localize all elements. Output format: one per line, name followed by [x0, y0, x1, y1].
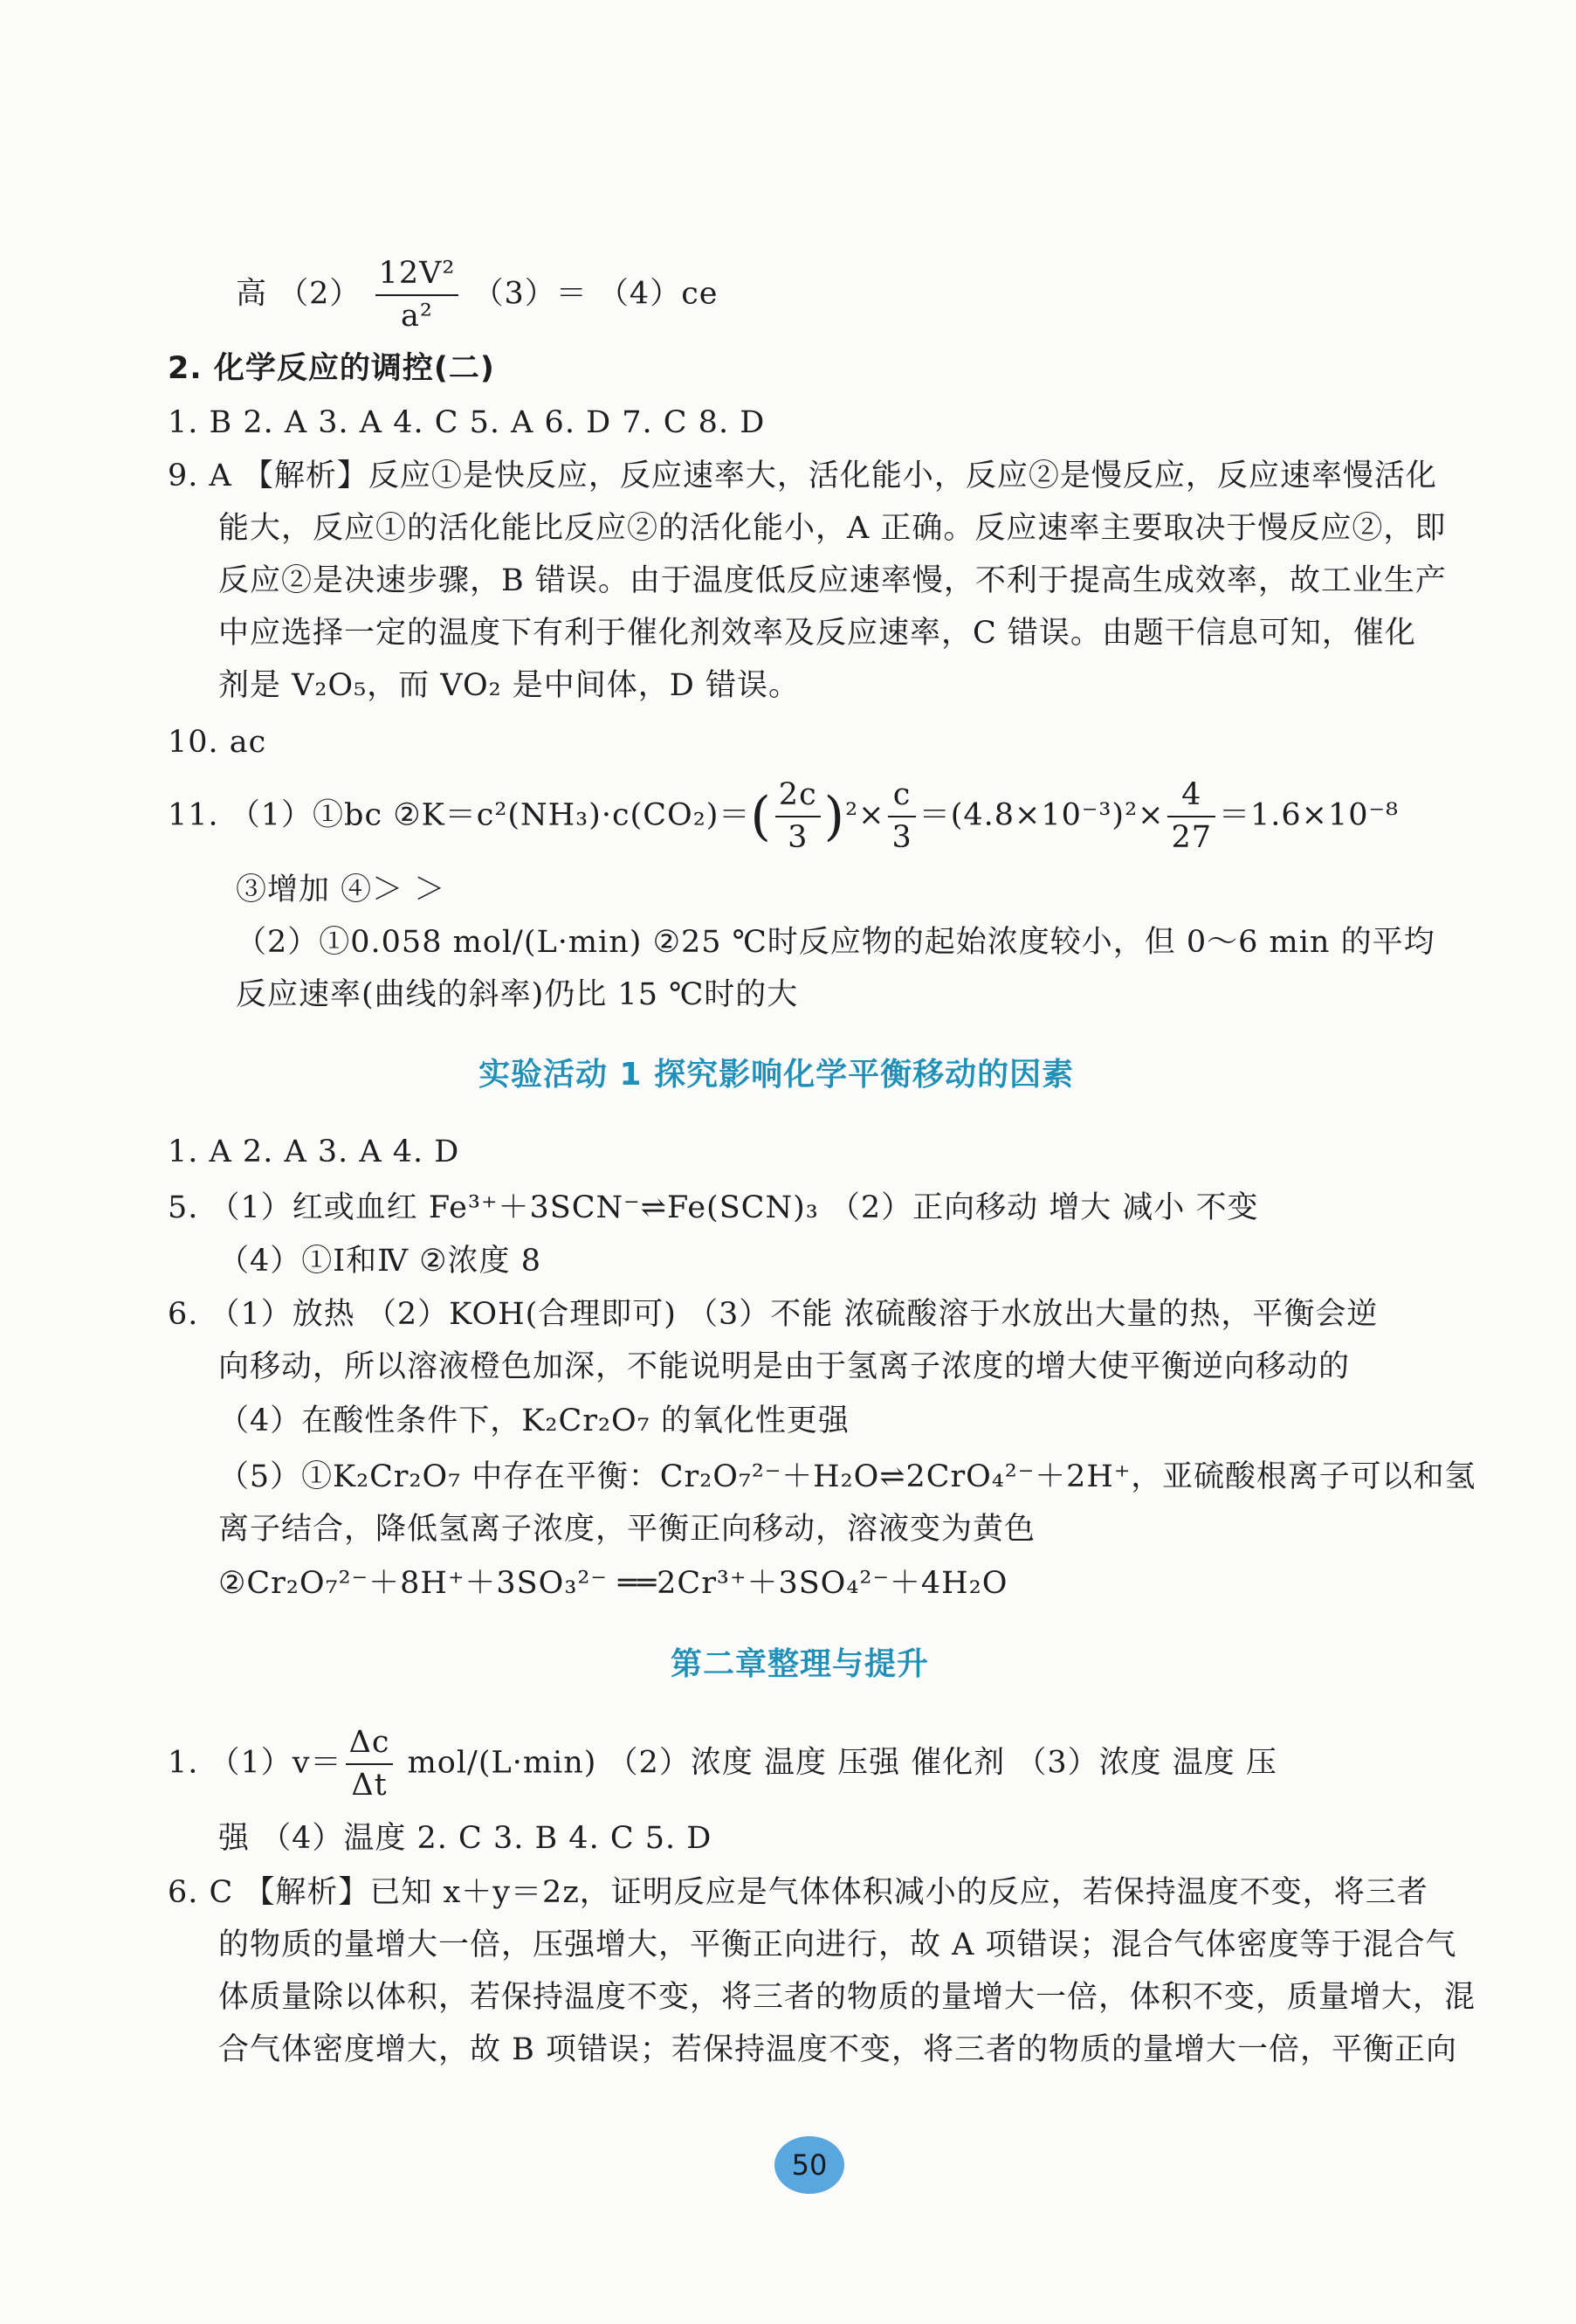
exp1-q6-line-1: 6. （1）放热 （2）KOH(合理即可) （3）不能 浓硫酸溶于水放出大量的热，平衡会逆	[168, 1297, 1379, 1332]
q11-frac-1-num: 2c	[775, 780, 821, 817]
q11-frac-2	[888, 777, 915, 855]
exp1-q5-line-1: 5. （1）红或血红 Fe³⁺＋3SCN⁻⇌Fe(SCN)₃ （2）正向移动 增大 减小 不变	[168, 1190, 1259, 1225]
q11-frac-1	[775, 777, 821, 855]
paren-open: (	[750, 786, 772, 847]
section2-answers-1-8: 1. B 2. A 3. A 4. C 5. A 6. D 7. C 8. D	[168, 405, 766, 440]
ch2-q6-line-3: 体质量除以体积，若保持温度不变，将三者的物质的量增大一倍，体积不变，质量增大，混	[218, 1980, 1476, 2015]
q11-frac-2-den: 3	[891, 820, 912, 855]
ch2-q6-line-4: 合气体密度增大，故 B 项错误；若保持温度不变，将三者的物质的量增大一倍，平衡正向	[218, 2032, 1457, 2067]
q11-part-a: 11. （1）①bc ②K＝c²(NH₃)·c(CO₂)＝	[168, 797, 751, 833]
top-frac-den: a²	[401, 299, 433, 334]
top-frac-num: 12V²	[375, 259, 459, 296]
q9-line-5: 剂是 V₂O₅，而 VO₂ 是中间体，D 错误。	[218, 668, 800, 703]
q11-line-3: （2）①0.058 mol/(L·min) ②25 ℃时反应物的起始浓度较小，但 0～6 min 的平均	[236, 925, 1435, 960]
ch2-q6-line-2: 的物质的量增大一倍，压强增大，平衡正向进行，故 A 项错误；混合气体密度等于混合气	[218, 1927, 1457, 1962]
ch2-q1-line-1	[168, 1727, 1277, 1801]
q11-line-2: ③增加 ④＞ ＞	[236, 872, 446, 907]
q10: 10. ac	[168, 725, 267, 760]
exp1-q6-line-4: （5）①K₂Cr₂O₇ 中存在平衡：Cr₂O₇²⁻＋H₂O⇌2CrO₄²⁻＋2H⁺，亚硫酸根离子可以和氢	[218, 1459, 1476, 1494]
ch2-q1-part-a: 1. （1）v＝	[168, 1745, 342, 1781]
q11-line-4: 反应速率(曲线的斜率)仍比 15 ℃时的大	[236, 977, 799, 1012]
ch2-q1-frac-num: Δc	[346, 1727, 394, 1765]
q11-part-d: ＝1.6×10⁻⁸	[1218, 797, 1400, 833]
ch2-q1-line-2: 强 （4）温度 2. C 3. B 4. C 5. D	[218, 1821, 712, 1856]
ch2-q1-part-b: mol/(L·min) （2）浓度 温度 压强 催化剂 （3）浓度 温度 压	[396, 1745, 1277, 1781]
exp1-q6-line-3: （4）在酸性条件下，K₂Cr₂O₇ 的氧化性更强	[218, 1403, 850, 1438]
q11-line-1	[168, 777, 1400, 855]
ch2-q1-fraction	[346, 1727, 394, 1801]
exp1-q6-line-6: ②Cr₂O₇²⁻＋8H⁺＋3SO₃²⁻ ══2Cr³⁺＋3SO₄²⁻＋4H₂O	[218, 1566, 1008, 1601]
q11-frac-1-den: 3	[788, 820, 809, 855]
paren-close: )	[823, 786, 846, 847]
top-suffix: （3）＝ （4）ce	[472, 276, 719, 312]
section2-title: 2. 化学反应的调控(二)	[168, 351, 495, 386]
exp1-answers-1-4: 1. A 2. A 3. A 4. D	[168, 1134, 460, 1169]
page-number: 50	[774, 2136, 844, 2194]
q11-frac-3-num: 4	[1167, 780, 1215, 817]
q11-frac-3-den: 27	[1171, 820, 1212, 855]
exp1-q5-line-2: （4）①Ⅰ和Ⅳ ②浓度 8	[218, 1244, 541, 1279]
exp1-q6-line-5: 离子结合，降低氢离子浓度，平衡正向移动，溶液变为黄色	[218, 1512, 1036, 1547]
q9-line-2: 能大，反应①的活化能比反应②的活化能小，A 正确。反应速率主要取决于慢反应②，即	[218, 511, 1447, 546]
q9-line-1: 9. A 【解析】反应①是快反应，反应速率大，活化能小，反应②是慢反应，反应速率慢活化	[168, 459, 1437, 493]
q11-frac-2-num: c	[888, 780, 915, 817]
ch2-q6-line-1: 6. C 【解析】已知 x＋y＝2z，证明反应是气体体积减小的反应，若保持温度不变，将三者	[168, 1875, 1428, 1910]
top-line	[236, 256, 719, 334]
q9-line-4: 中应选择一定的温度下有利于催化剂效率及反应速率，C 错误。由题干信息可知，催化	[218, 616, 1416, 651]
q11-part-b: ²×	[845, 797, 885, 833]
q9-line-3: 反应②是决速步骤，B 错误。由于温度低反应速率慢，不利于提高生成效率，故工业生产	[218, 563, 1447, 598]
top-fraction	[375, 256, 459, 334]
ch2-q1-frac-den: Δt	[351, 1768, 388, 1803]
q11-part-c: ＝(4.8×10⁻³)²×	[919, 797, 1165, 833]
exp1-q6-line-2: 向移动，所以溶液橙色加深，不能说明是由于氢离子浓度的增大使平衡逆向移动的	[218, 1349, 1351, 1384]
top-prefix: 高 （2）	[236, 276, 361, 312]
chapter2-summary-title: 第二章整理与提升	[671, 1646, 930, 1682]
experiment-activity-title: 实验活动 1 探究影响化学平衡移动的因素	[478, 1057, 1075, 1093]
q11-frac-3	[1167, 777, 1215, 855]
